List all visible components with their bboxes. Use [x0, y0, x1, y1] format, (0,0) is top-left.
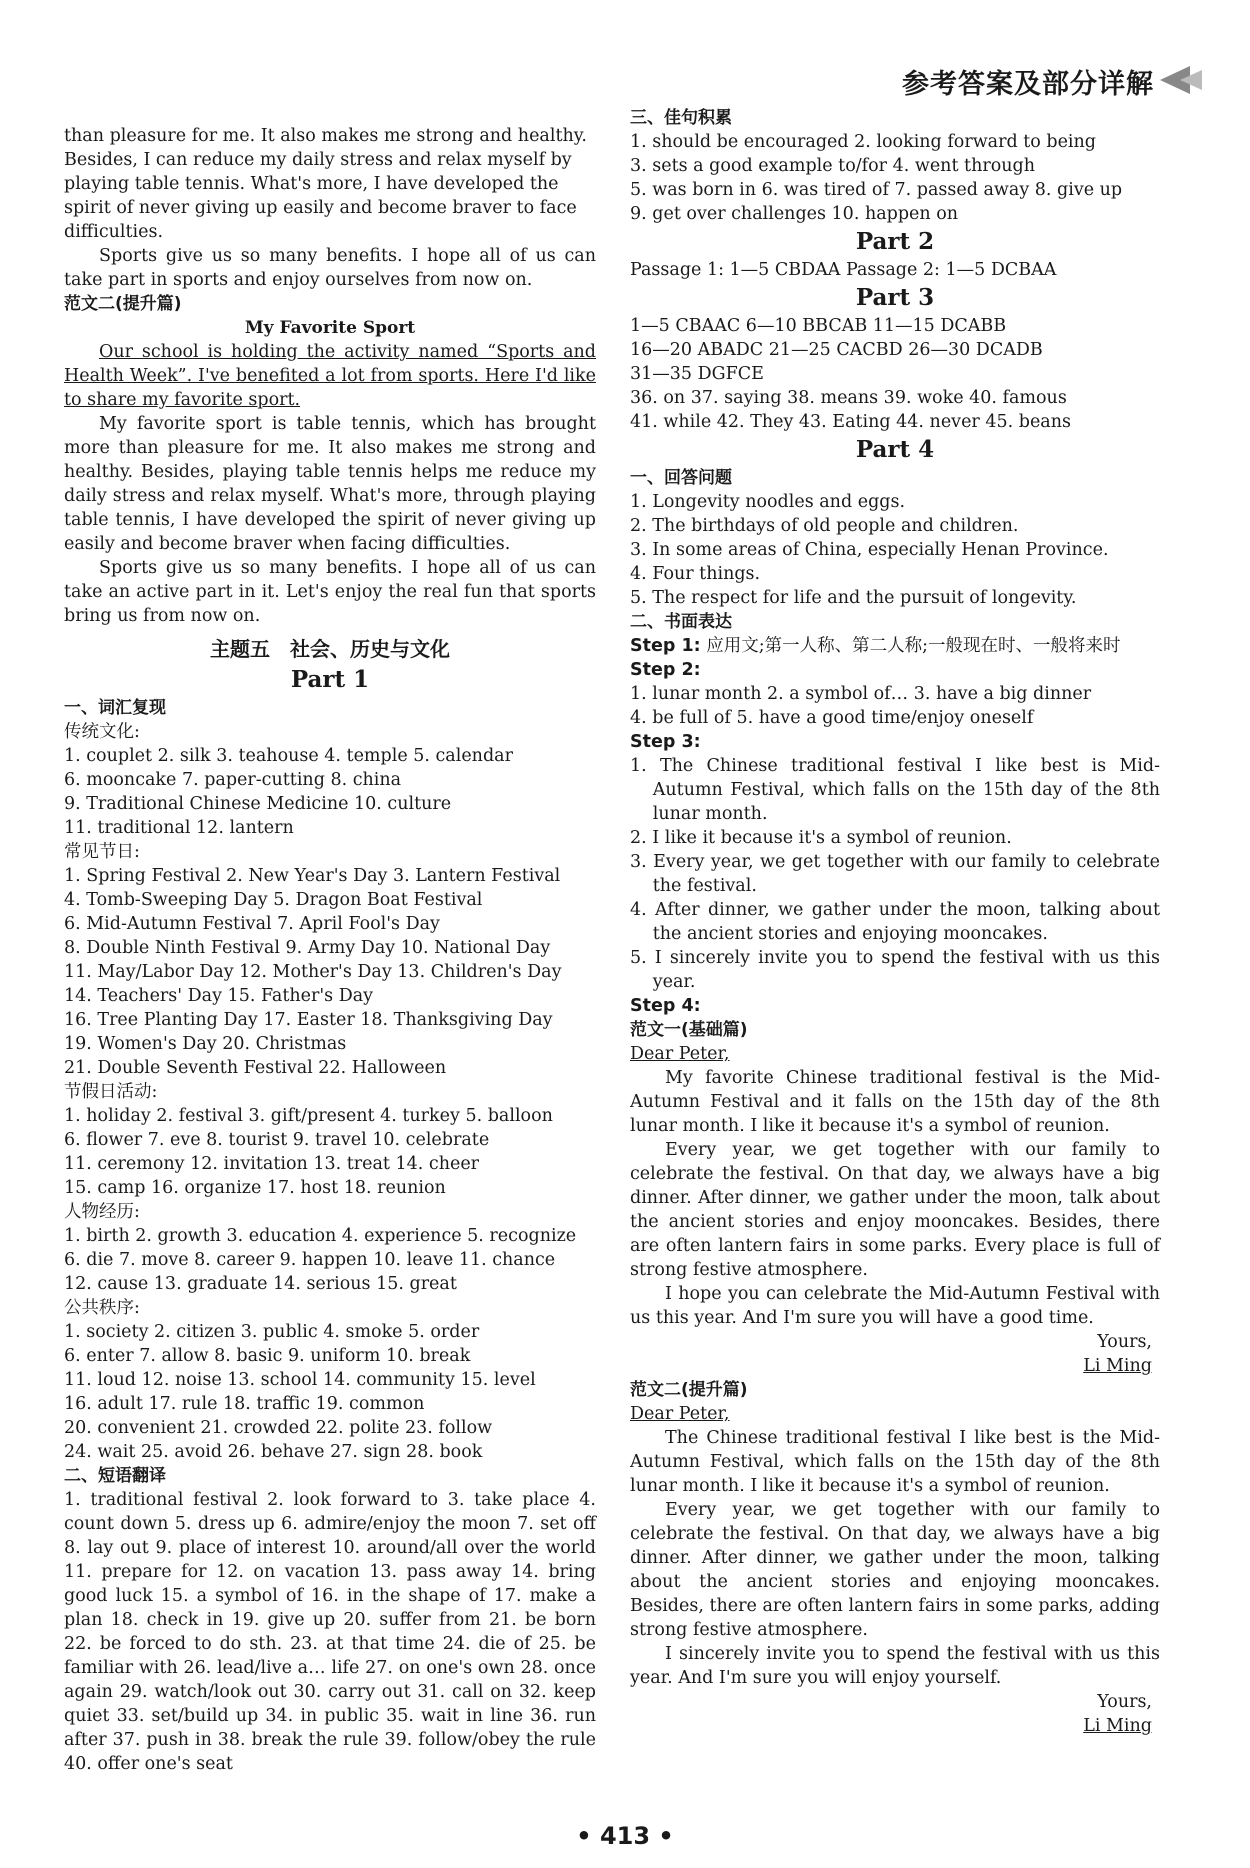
vocab-line: 1. birth 2. growth 3. education 4. experience 5. recognize: [64, 1226, 577, 1246]
text-line: than pleasure for me. It also makes me strong and healthy.: [64, 126, 587, 146]
paragraph: I hope you can celebrate the Mid-Autumn Festival with us this year. And I'm sure you will have a good time.: [630, 1284, 1160, 1328]
vocab-group: [64, 720, 596, 840]
vocab-group: [64, 1200, 596, 1296]
group-label: 传统文化:: [64, 722, 140, 742]
step-text: 应用文;第一人称、第二人称;一般现在时、一般将来时: [706, 636, 1121, 656]
step3-item: 5. I sincerely invite you to spend the festival with us this year.: [630, 948, 1160, 992]
answer-line: 5. was born in 6. was tired of 7. passed away 8. give up: [630, 180, 1123, 200]
vocab-group: [64, 1080, 596, 1200]
group-label: 人物经历:: [64, 1202, 140, 1222]
text-line: Besides, I can reduce my daily stress and relax myself by: [64, 150, 572, 170]
vocab-group: [64, 840, 596, 1080]
paragraph: Sports give us so many benefits. I hope all of us can take an active part in it. Let's enjoy the real fun that sports bring us from now on.: [64, 558, 596, 626]
answer-line: 31—35 DGFCE: [630, 364, 764, 384]
answer-line: 41. while 42. They 43. Eating 44. never 45. beans: [630, 412, 1071, 432]
step-label: Step 3:: [630, 732, 701, 752]
paragraph: The Chinese traditional festival I like best is the Mid-Autumn Festival, which falls on the 15th day of the 8th lunar month. I like it because it's a symbol of reunion.: [630, 1428, 1160, 1496]
section-heading: 二、短语翻译: [64, 1466, 166, 1486]
vocab-line: 16. Tree Planting Day 17. Easter 18. Thanksgiving Day: [64, 1010, 553, 1030]
section-heading: 范文二(提升篇): [64, 294, 182, 314]
part-heading: Part 1: [290, 666, 370, 693]
underlined-text: Dear Peter,: [630, 1404, 730, 1424]
signature: [630, 1714, 1160, 1738]
vocab-line: 4. Tomb-Sweeping Day 5. Dragon Boat Festival: [64, 890, 483, 910]
paragraph: [64, 340, 596, 412]
closing: Yours,: [1097, 1692, 1152, 1712]
paragraph: Sports give us so many benefits. I hope all of us can take part in sports and enjoy ourselves from now on.: [64, 246, 596, 290]
part-heading: Part 2: [855, 228, 935, 255]
answer-line: Passage 1: 1—5 CBDAA Passage 2: 1—5 DCBAA: [630, 260, 1057, 280]
closing: Yours,: [1097, 1332, 1152, 1352]
answer-line: 1. should be encouraged 2. looking forward to being: [630, 132, 1097, 152]
answer-line: 1. Longevity noodles and eggs.: [630, 492, 906, 512]
vocab-line: 15. camp 16. organize 17. host 18. reunion: [64, 1178, 446, 1198]
vocab-line: 20. convenient 21. crowded 22. polite 23. follow: [64, 1418, 493, 1438]
underlined-text: Dear Peter,: [630, 1044, 730, 1064]
page-number: • 413 •: [576, 1822, 674, 1850]
step-label: Step 4:: [630, 996, 701, 1016]
part-heading: Part 3: [855, 284, 935, 311]
text-line: playing table tennis. What's more, I have developed the: [64, 174, 559, 194]
vocab-line: 8. Double Ninth Festival 9. Army Day 10. National Day: [64, 938, 551, 958]
answer-line: 36. on 37. saying 38. means 39. woke 40. famous: [630, 388, 1067, 408]
step1: [630, 634, 1160, 658]
phrase-list: 1. traditional festival 2. look forward to 3. take place 4. count down 5. dress up 6. admire/enjoy the moon 7. set off 8. lay out 9. place of interest 10. around/all over the world 11. prepare for 12. on vacation 13. pass away 14. bring good luck 15. a symbol of 16. in the shape of 17. make a plan 18. check in 19. give up 20. suffer from 21. be born 22. be forced to do sth. 23. at that time 24. die of 25. be familiar with 26. lead/live a… life 27. on one's own 28. once again 29. watch/look out 30. carry out 31. call on 32. keep quiet 33. set/build up 34. in public 35. wait in line 36. run after 37. push in 38. break the rule 39. follow/obey the rule 40. offer one's seat: [64, 1490, 596, 1774]
vocab-line: 14. Teachers' Day 15. Father's Day: [64, 986, 374, 1006]
vocab-line: 6. enter 7. allow 8. basic 9. uniform 10. break: [64, 1346, 471, 1366]
essay1-tail: [64, 124, 596, 292]
essay-title: My Favorite Sport: [244, 318, 416, 338]
right-column: [630, 106, 1160, 1738]
answer-line: 2. The birthdays of old people and children.: [630, 516, 1019, 536]
group-label: 公共秩序:: [64, 1298, 140, 1318]
answer-line: 3. sets a good example to/for 4. went through: [630, 156, 1035, 176]
vocab-line: 16. adult 17. rule 18. traffic 19. common: [64, 1394, 425, 1414]
vocab-line: 11. traditional 12. lantern: [64, 818, 294, 838]
vocab-line: 6. Mid-Autumn Festival 7. April Fool's Day: [64, 914, 440, 934]
header-arrow-icon-light: [1180, 70, 1202, 90]
vocab-line: 6. die 7. move 8. career 9. happen 10. leave 11. chance: [64, 1250, 556, 1270]
section-heading: 二、书面表达: [630, 612, 732, 632]
vocab-line: 1. society 2. citizen 3. public 4. smoke 5. order: [64, 1322, 480, 1342]
paragraph: My favorite Chinese traditional festival is the Mid-Autumn Festival and it falls on the 15th day of the 8th lunar month. I like it because it's a symbol of reunion.: [630, 1068, 1160, 1136]
text-line: difficulties.: [64, 222, 164, 242]
paragraph: I sincerely invite you to spend the festival with us this year. And I'm sure you will enjoy yourself.: [630, 1644, 1160, 1688]
section-heading: 一、词汇复现: [64, 698, 166, 718]
step3-item: 3. Every year, we get together with our family to celebrate the festival.: [630, 852, 1160, 896]
paragraph: My favorite sport is table tennis, which has brought more than pleasure for me. It also makes me strong and healthy. Besides, playing table tennis helps me reduce my daily stress and relax myself. What's more, through playing table tennis, I have developed the spirit of never giving up easily and become braver when facing difficulties.: [64, 414, 596, 554]
step3-item: 2. I like it because it's a symbol of reunion.: [630, 828, 1012, 848]
vocab-line: 9. Traditional Chinese Medicine 10. culture: [64, 794, 452, 814]
answer-line: 4. be full of 5. have a good time/enjoy oneself: [630, 708, 1034, 728]
section-heading: 三、佳句积累: [630, 108, 732, 128]
answer-line: 1. lunar month 2. a symbol of… 3. have a big dinner: [630, 684, 1092, 704]
vocab-line: 19. Women's Day 20. Christmas: [64, 1034, 347, 1054]
answer-line: 4. Four things.: [630, 564, 761, 584]
vocab-group: [64, 1296, 596, 1464]
vocab-line: 12. cause 13. graduate 14. serious 15. great: [64, 1274, 457, 1294]
answer-line: 9. get over challenges 10. happen on: [630, 204, 959, 224]
text-line: spirit of never giving up easily and become braver to face: [64, 198, 577, 218]
answer-line: 5. The respect for life and the pursuit of longevity.: [630, 588, 1077, 608]
underlined-text: Li Ming: [1083, 1356, 1152, 1376]
underlined-text: Li Ming: [1083, 1716, 1152, 1736]
vocab-line: 11. ceremony 12. invitation 13. treat 14. cheer: [64, 1154, 480, 1174]
page-header-title: 参考答案及部分详解: [902, 69, 1154, 100]
step-label: Step 2:: [630, 660, 701, 680]
topic-title: 主题五 社会、历史与文化: [210, 637, 450, 661]
left-column: [64, 124, 596, 1776]
paragraph: Every year, we get together with our family to celebrate the festival. On that day, we always have a big dinner. After dinner, we gather under the moon, talk about the ancient stories and enjoy mooncakes. Besides, there are often lantern fairs in some parks. Every place is full of strong festive atmosphere.: [630, 1140, 1160, 1280]
vocab-line: 21. Double Seventh Festival 22. Halloween: [64, 1058, 447, 1078]
vocab-line: 6. mooncake 7. paper-cutting 8. china: [64, 770, 402, 790]
section-heading: 范文二(提升篇): [630, 1380, 748, 1400]
answer-line: 16—20 ABADC 21—25 CACBD 26—30 DCADB: [630, 340, 1043, 360]
vocab-line: 6. flower 7. eve 8. tourist 9. travel 10. celebrate: [64, 1130, 490, 1150]
section-heading: 一、回答问题: [630, 468, 732, 488]
vocab-line: 24. wait 25. avoid 26. behave 27. sign 28. book: [64, 1442, 483, 1462]
signature: [630, 1354, 1160, 1378]
step3-item: 4. After dinner, we gather under the moon, talking about the ancient stories and enjoying mooncakes.: [630, 900, 1160, 944]
salutation: [630, 1042, 1160, 1066]
vocab-line: 11. May/Labor Day 12. Mother's Day 13. Children's Day: [64, 962, 562, 982]
step3-item: 1. The Chinese traditional festival I like best is Mid-Autumn Festival, which falls on the 15th day of the 8th lunar month.: [630, 756, 1160, 824]
paragraph: Every year, we get together with our family to celebrate the festival. On that day, we always have a big dinner. After dinner, we gather under the moon, talking about the ancient stories and enjoying mooncakes. Besides, there are often lantern fairs in some parks, adding strong festive atmosphere.: [630, 1500, 1160, 1640]
section-heading: 范文一(基础篇): [630, 1020, 748, 1040]
vocab-line: 1. Spring Festival 2. New Year's Day 3. Lantern Festival: [64, 866, 561, 886]
step-label: Step 1:: [630, 636, 701, 656]
answer-line: 1—5 CBAAC 6—10 BBCAB 11—15 DCABB: [630, 316, 1007, 336]
vocab-line: 1. holiday 2. festival 3. gift/present 4. turkey 5. balloon: [64, 1106, 553, 1126]
vocab-line: 11. loud 12. noise 13. school 14. community 15. level: [64, 1370, 536, 1390]
vocab-line: 1. couplet 2. silk 3. teahouse 4. temple 5. calendar: [64, 746, 513, 766]
group-label: 节假日活动:: [64, 1082, 158, 1102]
group-label: 常见节日:: [64, 842, 140, 862]
underlined-text: Our school is holding the activity named “Sports and Health Week”. I've benefited a lot from sports. Here I'd like to share my favorite sport.: [64, 342, 596, 410]
salutation: [630, 1402, 1160, 1426]
part-heading: Part 4: [855, 436, 935, 463]
answer-line: 3. In some areas of China, especially Henan Province.: [630, 540, 1109, 560]
